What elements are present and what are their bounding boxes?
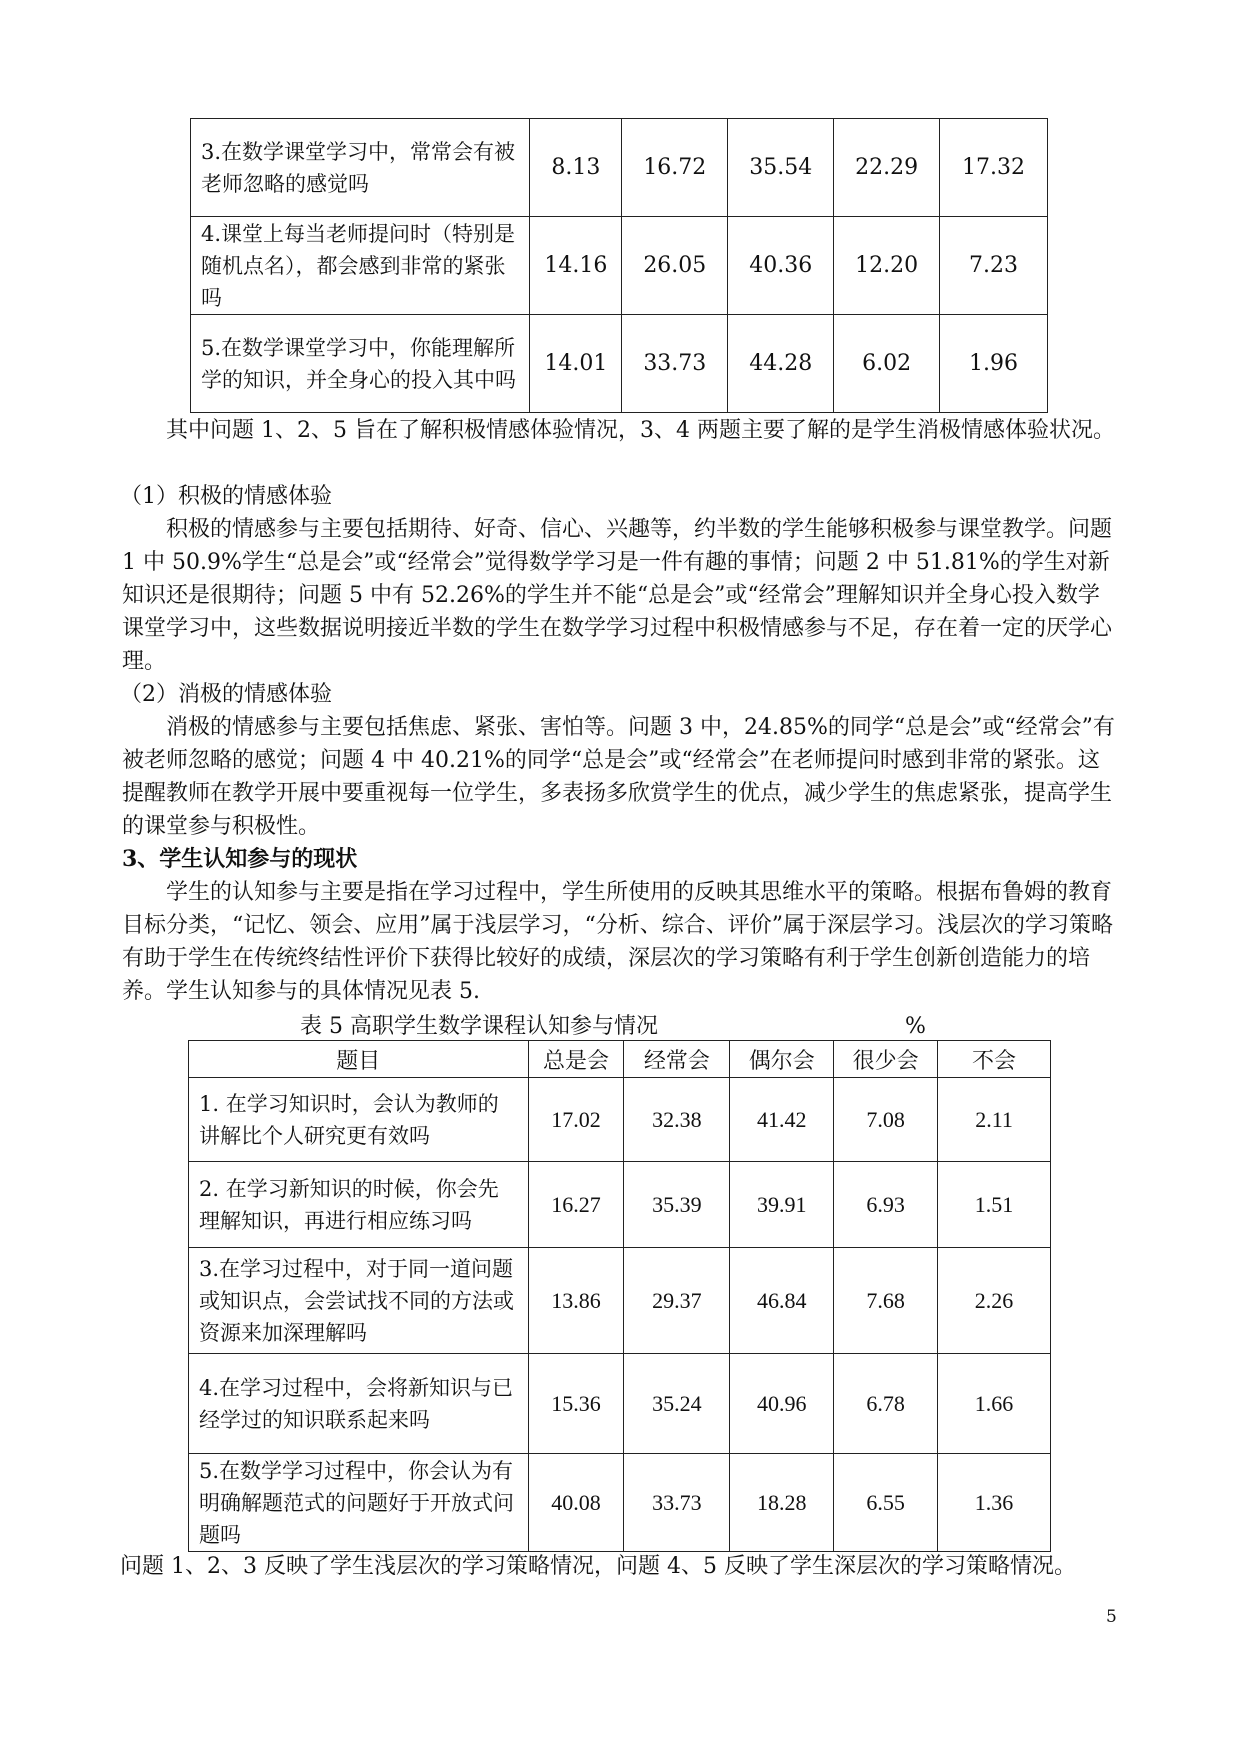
page-number: 5 — [1106, 1607, 1117, 1627]
table5-value-cell: 46.84 — [730, 1248, 834, 1354]
table5-row — [189, 1354, 1051, 1454]
table4-value-cell: 40.36 — [728, 217, 834, 315]
table5-value-cell: 1.66 — [938, 1354, 1051, 1454]
table4-value-cell: 1.96 — [940, 315, 1048, 413]
table5-value-cell: 35.24 — [624, 1354, 730, 1454]
table5-question-cell: 5.在数学学习过程中，你会认为有明确解题范式的问题好于开放式问题吗 — [189, 1454, 529, 1552]
table4-value-cell: 26.05 — [622, 217, 728, 315]
table5-value-cell: 7.68 — [834, 1248, 938, 1354]
table4-value-cell: 33.73 — [622, 315, 728, 413]
table5-value-cell: 6.93 — [834, 1162, 938, 1248]
table5-value-cell: 35.39 — [624, 1162, 730, 1248]
table5-value-cell: 15.36 — [528, 1354, 624, 1454]
table5-unit: % — [905, 1014, 926, 1039]
table5-value-cell: 2.11 — [938, 1078, 1051, 1162]
table5-caption: 表 5 高职学生数学课程认知参与情况 — [300, 1014, 658, 1039]
table5-value-cell: 6.55 — [834, 1454, 938, 1552]
table4-value-cell: 17.32 — [940, 119, 1048, 217]
table4-value-cell: 35.54 — [728, 119, 834, 217]
table5-question-cell: 2. 在学习新知识的时候，你会先理解知识，再进行相应练习吗 — [189, 1162, 529, 1248]
table5-value-cell: 16.27 — [528, 1162, 624, 1248]
table5-header-cell: 偶尔会 — [730, 1041, 834, 1078]
table5-header-cell: 经常会 — [624, 1041, 730, 1078]
table5-value-cell: 33.73 — [624, 1454, 730, 1552]
table4-value-cell: 14.16 — [530, 217, 622, 315]
table4-value-cell: 22.29 — [834, 119, 940, 217]
table5-header-cell: 总是会 — [528, 1041, 624, 1078]
section-3-title: 3、学生认知参与的现状 — [122, 846, 358, 872]
table5-header-row — [189, 1041, 1051, 1078]
table4 — [190, 118, 1048, 413]
table5-header-cell: 不会 — [938, 1041, 1051, 1078]
table5-row — [189, 1454, 1051, 1552]
table5-question-cell: 3.在学习过程中，对于同一道问题或知识点，会尝试找不同的方法或资源来加深理解吗 — [189, 1248, 529, 1354]
table5-value-cell: 13.86 — [528, 1248, 624, 1354]
paragraph-3: 消极的情感参与主要包括焦虑、紧张、害怕等。问题 3 中，24.85%的同学“总是会”或“经常会”有被老师忽略的感觉；问题 4 中 40.21%的同学“总是会”或“经常会”在老师提问时感到非常的紧张。这提醒教师在教学开展中要重视每一位学生，多表扬多欣赏学生的优点，减少学生的焦虑紧张，提高学生的课堂参与积极性。 — [122, 715, 1115, 839]
paragraph-4: 学生的认知参与主要是指在学习过程中，学生所使用的反映其思维水平的策略。根据布鲁姆的教育目标分类，“记忆、领会、应用”属于浅层学习，“分析、综合、评价”属于深层学习。浅层次的学习策略有助于学生在传统终结性评价下获得比较好的成绩，深层次的学习策略有利于学生创新创造能力的培养。学生认知参与的具体情况见表 5. — [122, 880, 1113, 1004]
table5-value-cell: 18.28 — [730, 1454, 834, 1552]
table4-question-cell: 4.课堂上每当老师提问时（特别是随机点名），都会感到非常的紧张吗 — [191, 217, 530, 315]
table4-question-cell: 3.在数学课堂学习中，常常会有被老师忽略的感觉吗 — [191, 119, 530, 217]
table5-value-cell: 29.37 — [624, 1248, 730, 1354]
table5-question-cell: 1. 在学习知识时，会认为教师的讲解比个人研究更有效吗 — [189, 1078, 529, 1162]
table5-value-cell: 40.08 — [528, 1454, 624, 1552]
table4-value-cell: 14.01 — [530, 315, 622, 413]
table4-row — [191, 315, 1048, 413]
table5 — [188, 1040, 1051, 1552]
table4-value-cell: 44.28 — [728, 315, 834, 413]
table5-value-cell: 32.38 — [624, 1078, 730, 1162]
table4-value-cell: 7.23 — [940, 217, 1048, 315]
table5-value-cell: 7.08 — [834, 1078, 938, 1162]
table5-row — [189, 1078, 1051, 1162]
table5-value-cell: 6.78 — [834, 1354, 938, 1454]
paragraph-1: 其中问题 1、2、5 旨在了解积极情感体验情况，3、4 两题主要了解的是学生消极情感体验状况。 — [166, 418, 1115, 443]
table4-row — [191, 217, 1048, 315]
table5-value-cell: 17.02 — [528, 1078, 624, 1162]
table5-header-cell: 题目 — [189, 1041, 529, 1078]
heading-negative: （2）消极的情感体验 — [120, 682, 332, 707]
paragraph-2: 积极的情感参与主要包括期待、好奇、信心、兴趣等，约半数的学生能够积极参与课堂教学。问题 1 中 50.9%学生“总是会”或“经常会”觉得数学学习是一件有趣的事情；问题 2 中 51.81%的学生对新知识还是很期待；问题 5 中有 52.26%的学生并不能“总是会”或“经常会”理解知识并全身心投入数学课堂学习中，这些数据说明接近半数的学生在数学学习过程中积极情感参与不足，存在着一定的厌学心理。 — [122, 517, 1113, 674]
table4-question-cell: 5.在数学课堂学习中，你能理解所学的知识，并全身心的投入其中吗 — [191, 315, 530, 413]
table4-value-cell: 12.20 — [834, 217, 940, 315]
heading-positive: （1）积极的情感体验 — [120, 484, 332, 509]
table4-value-cell: 6.02 — [834, 315, 940, 413]
table5-row — [189, 1162, 1051, 1248]
table5-value-cell: 1.36 — [938, 1454, 1051, 1552]
table5-value-cell: 2.26 — [938, 1248, 1051, 1354]
table5-value-cell: 41.42 — [730, 1078, 834, 1162]
table5-value-cell: 39.91 — [730, 1162, 834, 1248]
table5-header-cell: 很少会 — [834, 1041, 938, 1078]
table5-value-cell: 1.51 — [938, 1162, 1051, 1248]
paragraph-5: 问题 1、2、3 反映了学生浅层次的学习策略情况，问题 4、5 反映了学生深层次的学习策略情况。 — [120, 1554, 1076, 1579]
table4-value-cell: 16.72 — [622, 119, 728, 217]
table5-row — [189, 1248, 1051, 1354]
table4-value-cell: 8.13 — [530, 119, 622, 217]
table5-question-cell: 4.在学习过程中，会将新知识与已经学过的知识联系起来吗 — [189, 1354, 529, 1454]
table4-row — [191, 119, 1048, 217]
table5-value-cell: 40.96 — [730, 1354, 834, 1454]
